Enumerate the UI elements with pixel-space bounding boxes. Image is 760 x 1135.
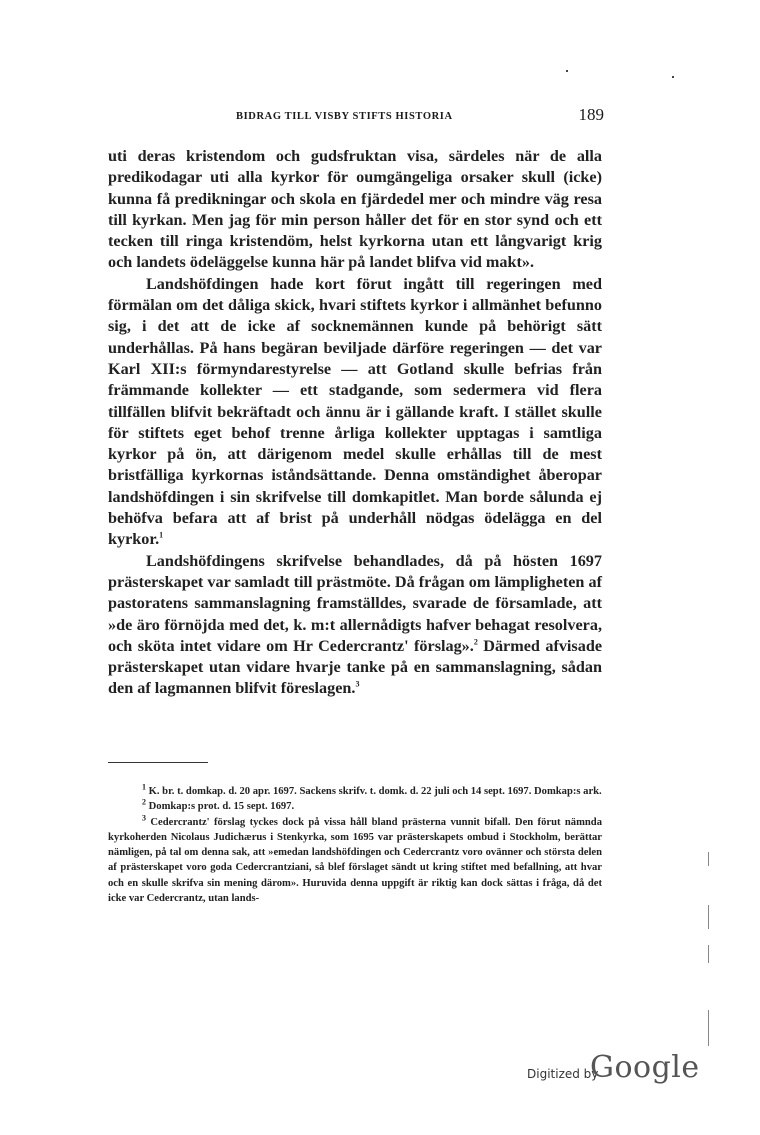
footnote-text: Domkap:s prot. d. 15 sept. 1697. xyxy=(146,801,295,813)
footnote xyxy=(108,815,602,907)
footnote-text: Cedercrantz' förslag tyckes dock på vissa håll bland prästerna vunnit bifall. Den förut nämnda kyrkoherden Nicolaus Judichærus i Stenkyrka, som 1695 var prästerskapets ombud i Stockholm, berättar nämligen, på tal om denna sak, att »emedan landshöfdingen och Cedercrantz voro ovänner och största delen af prästerskapet voro goda Cedercrantziani, så blef förslaget sändt ut kring stiftet med befallning, att hvar och en skulle skrifva sin mening därom». Huruvida denna uppgift är riktig kan dock sättas i fråga, då det icke var Cedercrantz, utan lands- xyxy=(108,816,602,905)
paragraph xyxy=(108,551,602,700)
footnotes xyxy=(108,784,602,906)
scan-margin-mark xyxy=(708,945,709,963)
footnote-ref: 2 xyxy=(473,637,478,647)
running-title: BIDRAG TILL VISBY STIFTS HISTORIA xyxy=(236,111,453,122)
scan-margin-mark xyxy=(708,1010,709,1046)
main-text xyxy=(108,146,602,700)
page-header xyxy=(108,105,604,128)
google-logo: Google xyxy=(590,1050,700,1085)
footnote-mark: 1 xyxy=(142,782,146,792)
footnote xyxy=(108,784,602,799)
footnote-divider xyxy=(108,762,208,763)
digitized-by-watermark xyxy=(527,1050,700,1090)
footnote-text: K. br. t. domkap. d. 20 apr. 1697. Sackens skrifv. t. domk. d. 22 juli och 14 sept. 1697. Domkap:s ark. xyxy=(146,786,602,797)
scan-margin-mark xyxy=(708,905,709,929)
footnote-mark: 3 xyxy=(142,813,146,823)
page-number: 189 xyxy=(578,105,604,124)
paragraph-text: Landshöfdingen hade kort förut ingått till regeringen med förmälan om det dåliga skick, hvari stiftets kyrkor i allmänhet befunno sig, i det att de icke af socknemännen kunde på behörigt sätt underhållas. På hans begäran beviljade därföre regeringen — det var Karl XII:s förmyndarestyrelse — att Gotland skulle befrias från främmande kollekter — ett stadgande, som sedermera vid flera tillfällen blifvit bekräftadt och ännu är i gällande kraft. I stället skulle för stiftets eget behof trenne årliga kollekter upptagas i samtliga kyrkor på ön, att därigenom medel skulle erhållas till de mest bristfälliga kyrkornas iståndsättande. Denna omständighet åberopar landshöfdingen i sin skrifvelse till domkapitlet. Man borde sålunda ej behöfva befara att af brist på underhåll nödgas ödelägga en del kyrkor. xyxy=(108,274,602,549)
paragraph-text: Landshöfdingens skrifvelse behandlades, då på hösten 1697 prästerskapet var samladt till prästmöte. Då frågan om lämpligheten af pastoratens sammanslagning framställdes, svarade de församlade, att »de äro förnöjda med det, k. m:t allernådigts hafver behagat resolvera, och sköta intet vidare om Hr Cedercrantz' förslag». xyxy=(108,551,602,655)
footnote-mark: 2 xyxy=(142,797,146,807)
paragraph xyxy=(108,274,602,551)
scan-margin-mark xyxy=(708,852,709,866)
paragraph: uti deras kristendom och gudsfruktan visa, särdeles när de alla predikodagar uti alla kyrkor för oumgängeliga orsaker skull (icke) kunna få predikningar och skola en fjärdedel mer och mindre väg resa till kyrkan. Men jag för min person håller det för en stor synd och ett tecken till ringa kristendöm, helst kyrkorna utan ett långvarigt krig och landets ödeläggelse kunna här på landet blifva vid makt». xyxy=(108,147,602,272)
footnote-ref: 1 xyxy=(159,530,164,540)
footnote xyxy=(108,799,602,814)
paragraph-text: Därmed afvisade prästerskapet utan vidare hvarje tanke på en sammanslagning, sådan den af lagmannen blifvit föreslagen. xyxy=(108,636,603,698)
footnote-ref: 3 xyxy=(355,680,360,690)
scan-speck xyxy=(672,76,674,78)
digitized-by-label: Digitized by xyxy=(527,1067,599,1081)
scan-speck xyxy=(566,70,568,72)
